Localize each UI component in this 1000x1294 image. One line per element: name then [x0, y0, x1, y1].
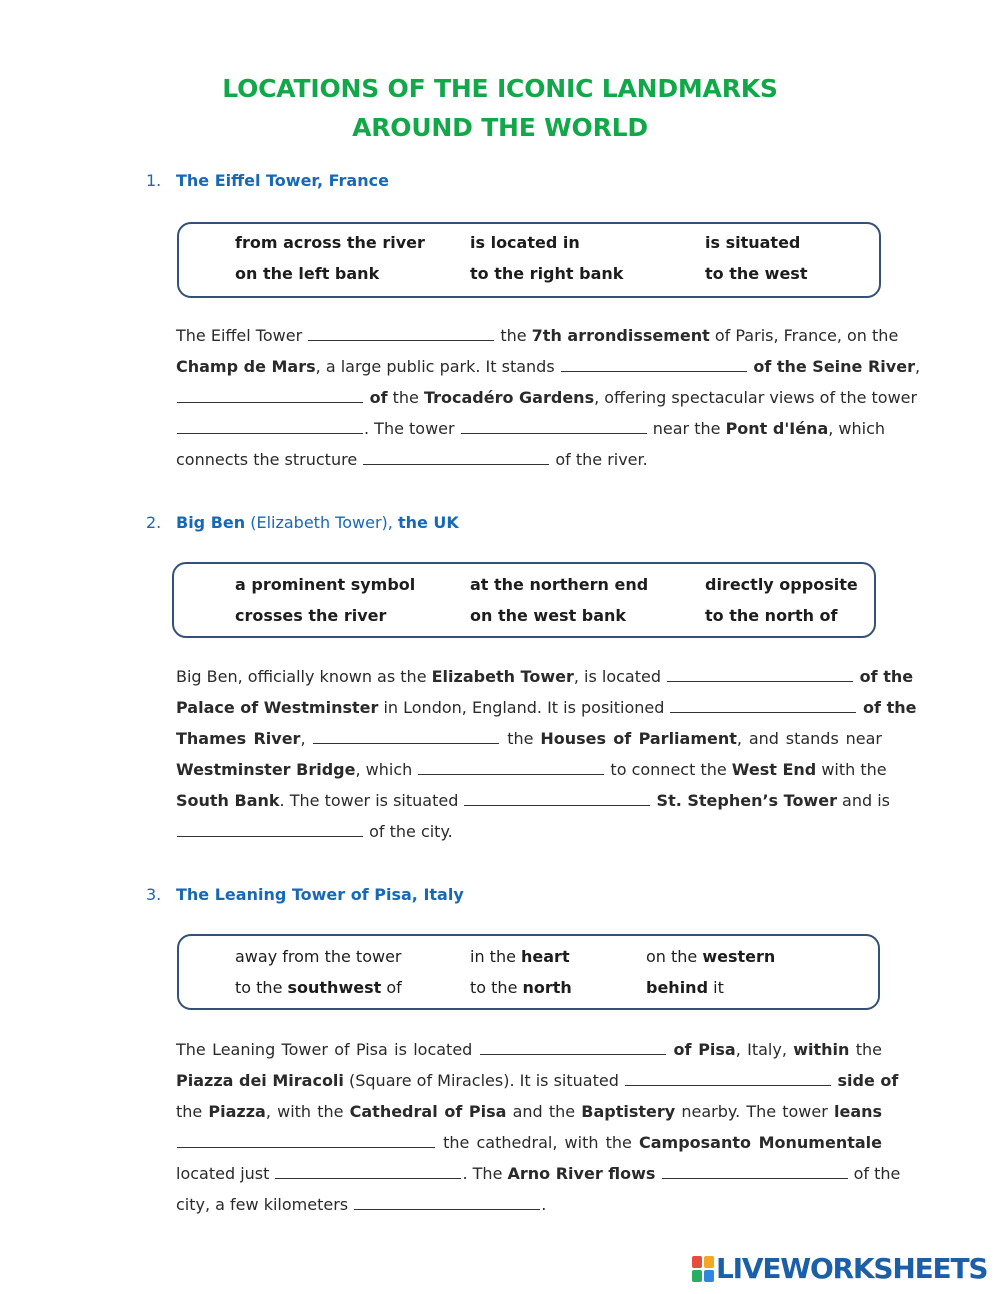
paragraph-line: Champ de Mars, a large public park. It stands of the Seine River,: [176, 351, 882, 382]
paragraph-line: . The tower near the Pont d'Iéna, which: [176, 413, 882, 444]
word-bank-option[interactable]: away from the tower: [235, 947, 402, 966]
page-title-line2: AROUND THE WORLD: [352, 113, 648, 142]
section2-paragraph: [176, 661, 917, 847]
answer-blank[interactable]: [461, 415, 647, 434]
paragraph-line: the cathedral, with the Camposanto Monumentale: [176, 1127, 882, 1158]
paragraph-line: Palace of Westminster in London, England. It is positioned of the: [176, 692, 882, 723]
answer-blank[interactable]: [313, 725, 499, 744]
section2-heading: 2. Big Ben (Elizabeth Tower), the UK: [146, 513, 459, 532]
word-bank-option[interactable]: on the west bank: [470, 606, 627, 625]
word-bank-option[interactable]: to the west: [705, 264, 808, 283]
answer-blank[interactable]: [177, 384, 363, 403]
section1-title: The Eiffel Tower, France: [176, 171, 389, 190]
word-bank-option[interactable]: from across the river: [235, 233, 425, 252]
liveworksheets-logo-text: LIVEWORKSHEETS: [716, 1252, 988, 1285]
paragraph-line: Thames River, the Houses of Parliament, and stands near: [176, 723, 882, 754]
answer-blank[interactable]: [418, 756, 604, 775]
answer-blank[interactable]: [662, 1160, 848, 1179]
paragraph-line: Big Ben, officially known as the Elizabeth Tower, is located of the: [176, 661, 882, 692]
answer-blank[interactable]: [464, 787, 650, 806]
word-bank-option[interactable]: a prominent symbol: [235, 575, 416, 594]
section3-number: 3.: [146, 885, 162, 904]
answer-blank[interactable]: [177, 818, 363, 837]
answer-blank[interactable]: [480, 1036, 666, 1055]
word-bank-option[interactable]: crosses the river: [235, 606, 387, 625]
paragraph-line: located just . The Arno River flows of the: [176, 1158, 882, 1189]
answer-blank[interactable]: [670, 694, 856, 713]
paragraph-line: of the Trocadéro Gardens, offering spectacular views of the tower: [176, 382, 882, 413]
word-bank-option[interactable]: to the north: [470, 978, 572, 997]
word-bank-option[interactable]: directly opposite: [705, 575, 858, 594]
answer-blank[interactable]: [625, 1067, 831, 1086]
paragraph-line: of the city.: [176, 816, 882, 847]
section3-title: The Leaning Tower of Pisa, Italy: [176, 885, 464, 904]
word-bank-option[interactable]: on the western: [646, 947, 776, 966]
answer-blank[interactable]: [308, 322, 494, 341]
answer-blank[interactable]: [667, 663, 853, 682]
word-bank-option[interactable]: on the left bank: [235, 264, 380, 283]
page-title-line1: LOCATIONS OF THE ICONIC LANDMARKS: [222, 74, 778, 103]
word-bank-option[interactable]: is situated: [705, 233, 801, 252]
section1-number: 1.: [146, 171, 162, 190]
answer-blank[interactable]: [177, 1129, 435, 1148]
section3-heading: [146, 885, 464, 904]
word-bank-option[interactable]: to the southwest of: [235, 978, 402, 997]
word-bank-option[interactable]: behind it: [646, 978, 724, 997]
answer-blank[interactable]: [275, 1160, 461, 1179]
word-bank-option[interactable]: to the right bank: [470, 264, 624, 283]
paragraph-line: Westminster Bridge, which to connect the West End with the: [176, 754, 882, 785]
liveworksheets-logo: [692, 1254, 992, 1284]
answer-blank[interactable]: [354, 1191, 540, 1210]
paragraph-line: Piazza dei Miracoli (Square of Miracles). It is situated side of: [176, 1065, 882, 1096]
section1-paragraph: [176, 320, 921, 475]
answer-blank[interactable]: [177, 415, 363, 434]
paragraph-line: city, a few kilometers .: [176, 1189, 882, 1220]
section2-word-bank: [172, 562, 876, 638]
word-bank-option[interactable]: is located in: [470, 233, 580, 252]
word-bank-option[interactable]: at the northern end: [470, 575, 649, 594]
paragraph-line: connects the structure of the river.: [176, 444, 882, 475]
paragraph-line: The Eiffel Tower the 7th arrondissement of Paris, France, on the: [176, 320, 882, 351]
paragraph-line: South Bank. The tower is situated St. Stephen’s Tower and is: [176, 785, 882, 816]
section1-heading: [146, 171, 389, 190]
paragraph-line: the Piazza, with the Cathedral of Pisa and the Baptistery nearby. The tower leans: [176, 1102, 883, 1121]
section3-word-bank: [177, 934, 880, 1010]
section2-number: 2.: [146, 513, 162, 532]
answer-blank[interactable]: [363, 446, 549, 465]
section3-paragraph: [176, 1034, 901, 1220]
answer-blank[interactable]: [561, 353, 747, 372]
liveworksheets-logo-icon: [692, 1256, 714, 1282]
paragraph-line: The Leaning Tower of Pisa is located of Pisa, Italy, within the: [176, 1034, 882, 1065]
word-bank-option[interactable]: to the north of: [705, 606, 838, 625]
section1-word-bank: [177, 222, 881, 298]
word-bank-option[interactable]: in the heart: [470, 947, 570, 966]
